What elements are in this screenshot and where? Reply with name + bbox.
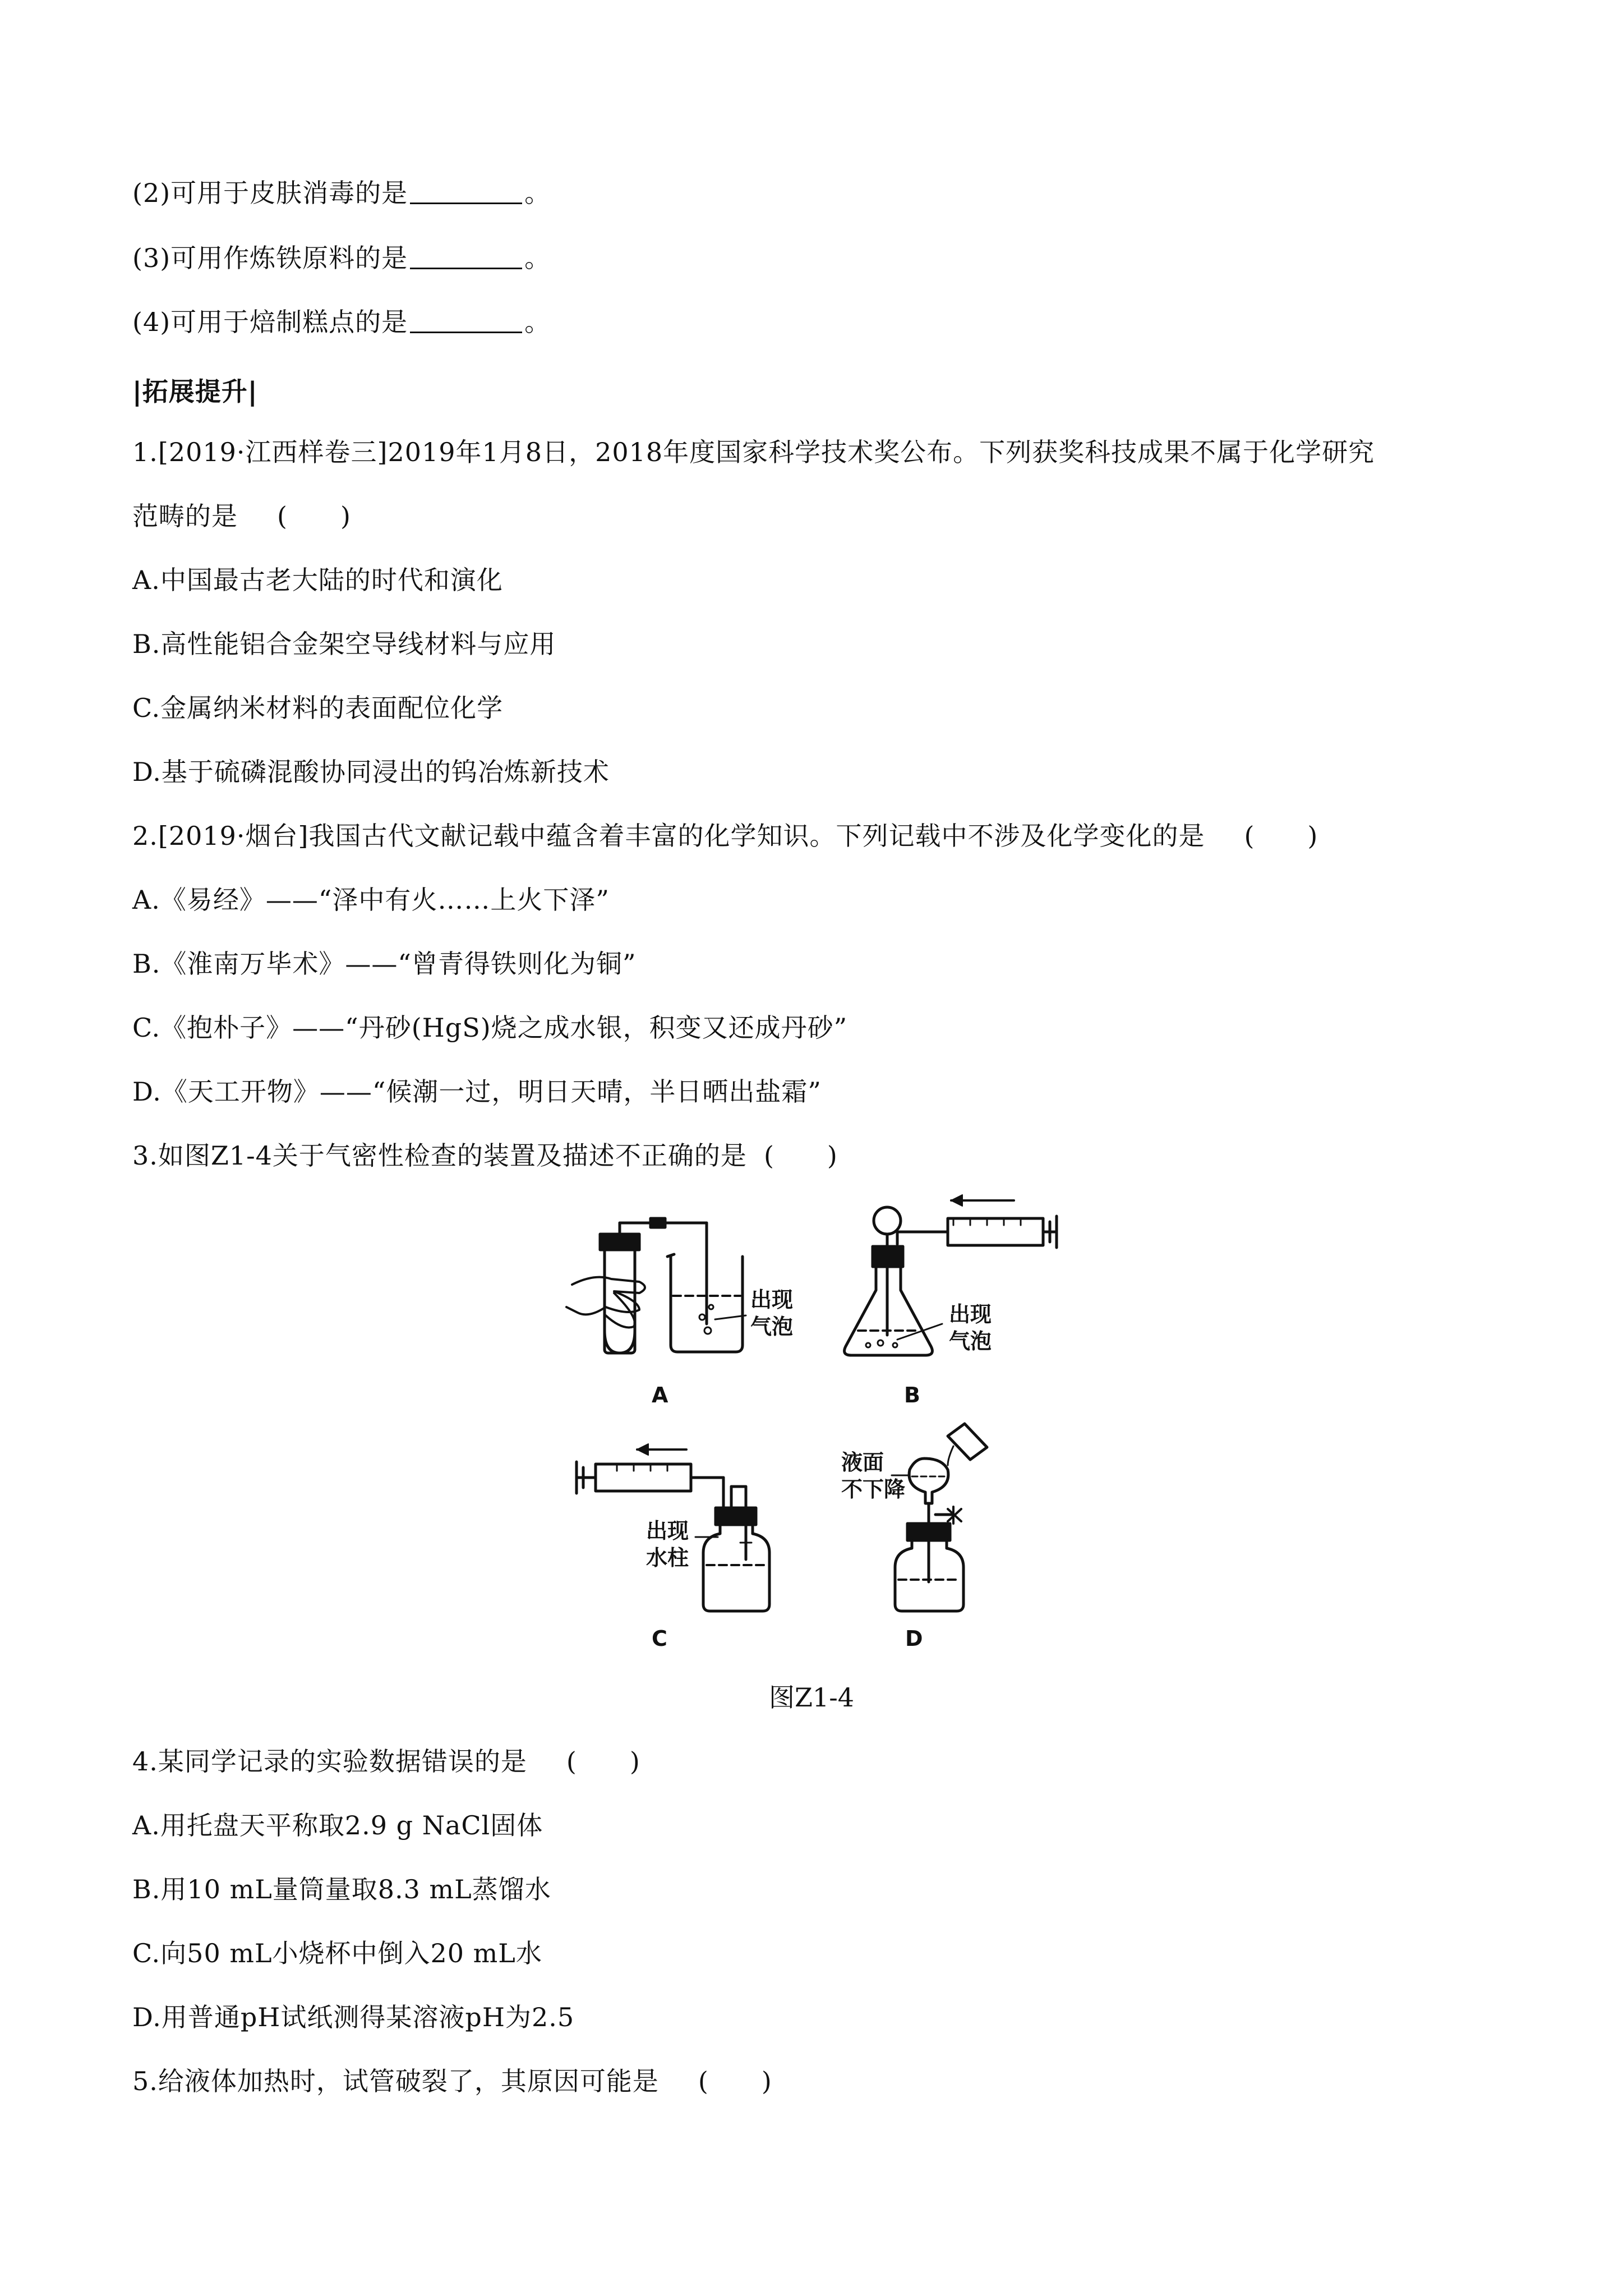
apparatus-d — [892, 1424, 987, 1611]
question-5-stem — [132, 2064, 772, 2098]
label-d-note1: 液面 — [841, 1450, 884, 1475]
test-tube — [605, 1241, 635, 1353]
question-5-stem-text: 5.给液体加热时，试管破裂了，其原因可能是 — [132, 2066, 659, 2096]
question-2-option-a: A.《易经》——“泽中有火……上火下泽” — [132, 885, 610, 915]
bubble — [878, 1340, 883, 1346]
bubble — [709, 1305, 713, 1309]
answer-paren-3[interactable]: ( ) — [763, 1140, 838, 1171]
syringe-barrel — [948, 1218, 1043, 1245]
funnel-bulb — [874, 1207, 901, 1234]
question-2-stem-text: 2.[2019·烟台]我国古代文献记载中蕴含着丰富的化学知识。下列记载中不涉及化学变化的是 — [132, 821, 1205, 851]
syringe-barrel — [596, 1464, 691, 1491]
question-1-stem-line2: 范畴的是 — [132, 501, 238, 531]
label-d-note2: 不下降 — [841, 1477, 906, 1502]
question-2-option-d: D.《天工开物》——“候潮一过，明日天晴，半日晒出盐霜” — [132, 1076, 822, 1107]
arrow-head — [951, 1195, 962, 1206]
bubble — [893, 1343, 897, 1347]
separatory-funnel — [909, 1458, 948, 1503]
label-d: D — [905, 1626, 923, 1651]
label-a: A — [652, 1383, 668, 1407]
stopper — [716, 1508, 756, 1525]
stopper — [600, 1234, 639, 1250]
question-4-option-d: D.用普通pH试纸测得某溶液pH为2.5 — [132, 2002, 575, 2032]
question-2-option-b: B.《淮南万毕术》——“曾青得铁则化为铜” — [132, 949, 637, 979]
question-2-option-c: C.《抱朴子》——“丹砂(HgS)烧之成水银，积变又还成丹砂” — [132, 1013, 848, 1043]
figure-caption: 图Z1-4 — [768, 1682, 855, 1713]
period: 。 — [524, 178, 551, 208]
bubble — [704, 1327, 711, 1334]
label-b-note2: 气泡 — [949, 1329, 992, 1354]
question-1-option-b: B.高性能铝合金架空导线材料与应用 — [132, 629, 556, 659]
bubble — [699, 1314, 705, 1320]
question-1-option-d: D.基于硫磷混酸协同浸出的钨冶炼新技术 — [132, 757, 610, 787]
period: 。 — [524, 243, 551, 273]
fill-question-3-text: (3)可用作炼铁原料的是 — [132, 243, 408, 273]
answer-paren-5[interactable]: ( ) — [698, 2066, 772, 2096]
test-tube-bottom — [605, 1331, 635, 1353]
question-1-stem: 1.[2019·江西样卷三]2019年1月8日，2018年度国家科学技术奖公布。下列获奖科技成果不属于化学研究 — [132, 437, 1375, 467]
apparatus-a — [566, 1218, 746, 1353]
question-4-stem-text: 4.某同学记录的实验数据错误的是 — [132, 1746, 527, 1777]
label-c-note2: 水柱 — [646, 1545, 689, 1570]
rubber-joint — [651, 1218, 665, 1227]
question-3-stem-text: 3.如图Z1-4关于气密性检查的装置及描述不正确的是 — [132, 1140, 747, 1171]
period: 。 — [524, 307, 551, 337]
arrow-head — [637, 1444, 648, 1455]
question-4-option-c: C.向50 mL小烧杯中倒入20 mL水 — [132, 1938, 542, 1968]
pouring-beaker — [948, 1424, 987, 1460]
answer-paren-2[interactable]: ( ) — [1244, 821, 1318, 851]
question-4-option-b: B.用10 mL量筒量取8.3 mL蒸馏水 — [132, 1874, 551, 1904]
fill-question-2-text: (2)可用于皮肤消毒的是 — [132, 178, 408, 208]
liquid-stream — [948, 1446, 953, 1465]
label-b-note1: 出现 — [949, 1302, 992, 1327]
answer-paren-4[interactable]: ( ) — [566, 1746, 640, 1777]
beaker-lip — [667, 1254, 674, 1257]
fill-question-4-text: (4)可用于焙制糕点的是 — [132, 307, 408, 337]
label-c-note1: 出现 — [646, 1519, 689, 1543]
question-1-option-a: A.中国最古老大陆的时代和演化 — [132, 565, 503, 595]
question-1-option-c: C.金属纳米材料的表面配位化学 — [132, 693, 504, 723]
label-b: B — [904, 1383, 920, 1407]
question-4-option-a: A.用托盘天平称取2.9 g NaCl固体 — [132, 1810, 543, 1841]
bubble — [866, 1343, 870, 1347]
question-4-stem — [132, 1745, 640, 1778]
label-a-note2: 气泡 — [750, 1314, 794, 1339]
answer-paren-1[interactable]: ( ) — [277, 501, 351, 531]
label-a-note1: 出现 — [750, 1287, 794, 1312]
section-title: |拓展提升| — [132, 376, 258, 407]
stopper — [907, 1524, 950, 1540]
label-c: C — [652, 1626, 667, 1651]
stopper — [873, 1246, 903, 1267]
